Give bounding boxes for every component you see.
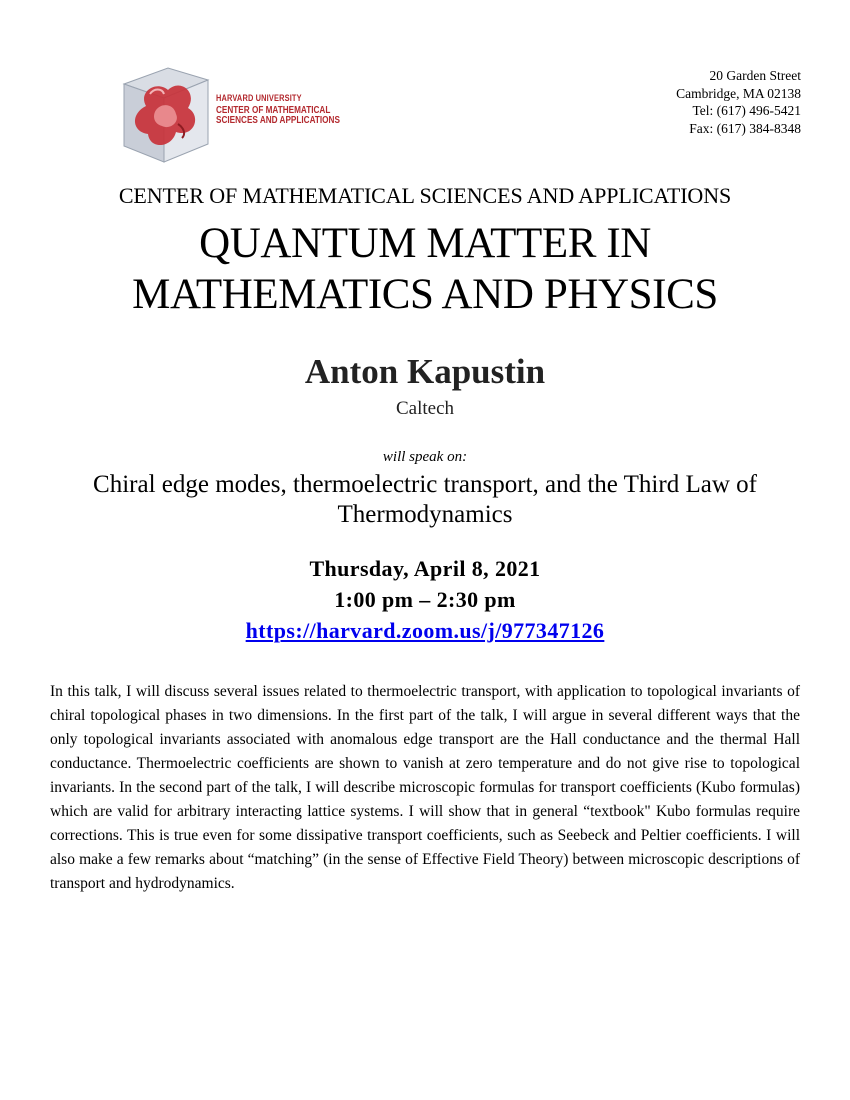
logo-line-center: CENTER OF MATHEMATICAL — [216, 103, 331, 116]
logo-line-university: HARVARD UNIVERSITY — [216, 93, 302, 104]
logo-line-sciences: SCIENCES AND APPLICATIONS — [216, 114, 340, 126]
event-date: Thursday, April 8, 2021 — [309, 556, 541, 581]
talk-title-line-1: Chiral edge modes, thermoelectric transport, and the Third Law of — [93, 471, 757, 498]
event-time: 1:00 pm – 2:30 pm — [334, 587, 516, 612]
harvard-cmsa-cube-logo-icon — [116, 66, 216, 164]
talk-title-line-2: Thermodynamics — [337, 501, 513, 528]
series-title-line-2: MATHEMATICS AND PHYSICS — [132, 271, 718, 318]
center-name: CENTER OF MATHEMATICAL SCIENCES AND APPLICATIONS — [118, 183, 732, 208]
series-title — [0, 218, 850, 320]
speaker-affiliation: Caltech — [395, 398, 455, 419]
address-block — [676, 67, 801, 137]
address-city: Cambridge, MA 02138 — [676, 85, 801, 101]
zoom-link[interactable]: https://harvard.zoom.us/j/977347126 — [245, 618, 605, 643]
address-tel: Tel: (617) 496-5421 — [692, 103, 801, 118]
abstract-text: In this talk, I will discuss several issues related to thermoelectric transport, with application to topological invariants of chiral topological phases in two dimensions. In the first part of the talk, I will argue in several different ways that the only topological invariants associated with anomalous edge transport are the Hall conductance and the thermal Hall conductance. Thermoelectric coefficients are shown to vanish at zero temperature and do not give rise to topological invariants. In the second part of the talk, I will describe microscopic formulas for transport coefficients (Kubo formulas) which are valid for arbitrary interacting lattice systems. I will show that in general “textbook" Kubo formulas require corrections. This is true even for some dissipative transport coefficients, such as Seebeck and Peltier coefficients. I will also make a few remarks about “matching” (in the sense of Effective Field Theory) between microscopic descriptions of transport and hydrodynamics. — [50, 683, 800, 892]
address-fax: Fax: (617) 384-8348 — [689, 120, 801, 136]
address-street: 20 Garden Street — [709, 68, 801, 83]
talk-title — [40, 470, 810, 530]
series-title-line-1: QUANTUM MATTER IN — [199, 220, 651, 267]
will-speak-label: will speak on: — [382, 449, 468, 465]
speaker-name: Anton Kapustin — [304, 352, 546, 391]
cmsa-logo — [116, 66, 356, 164]
logo-wordmark — [216, 94, 340, 126]
